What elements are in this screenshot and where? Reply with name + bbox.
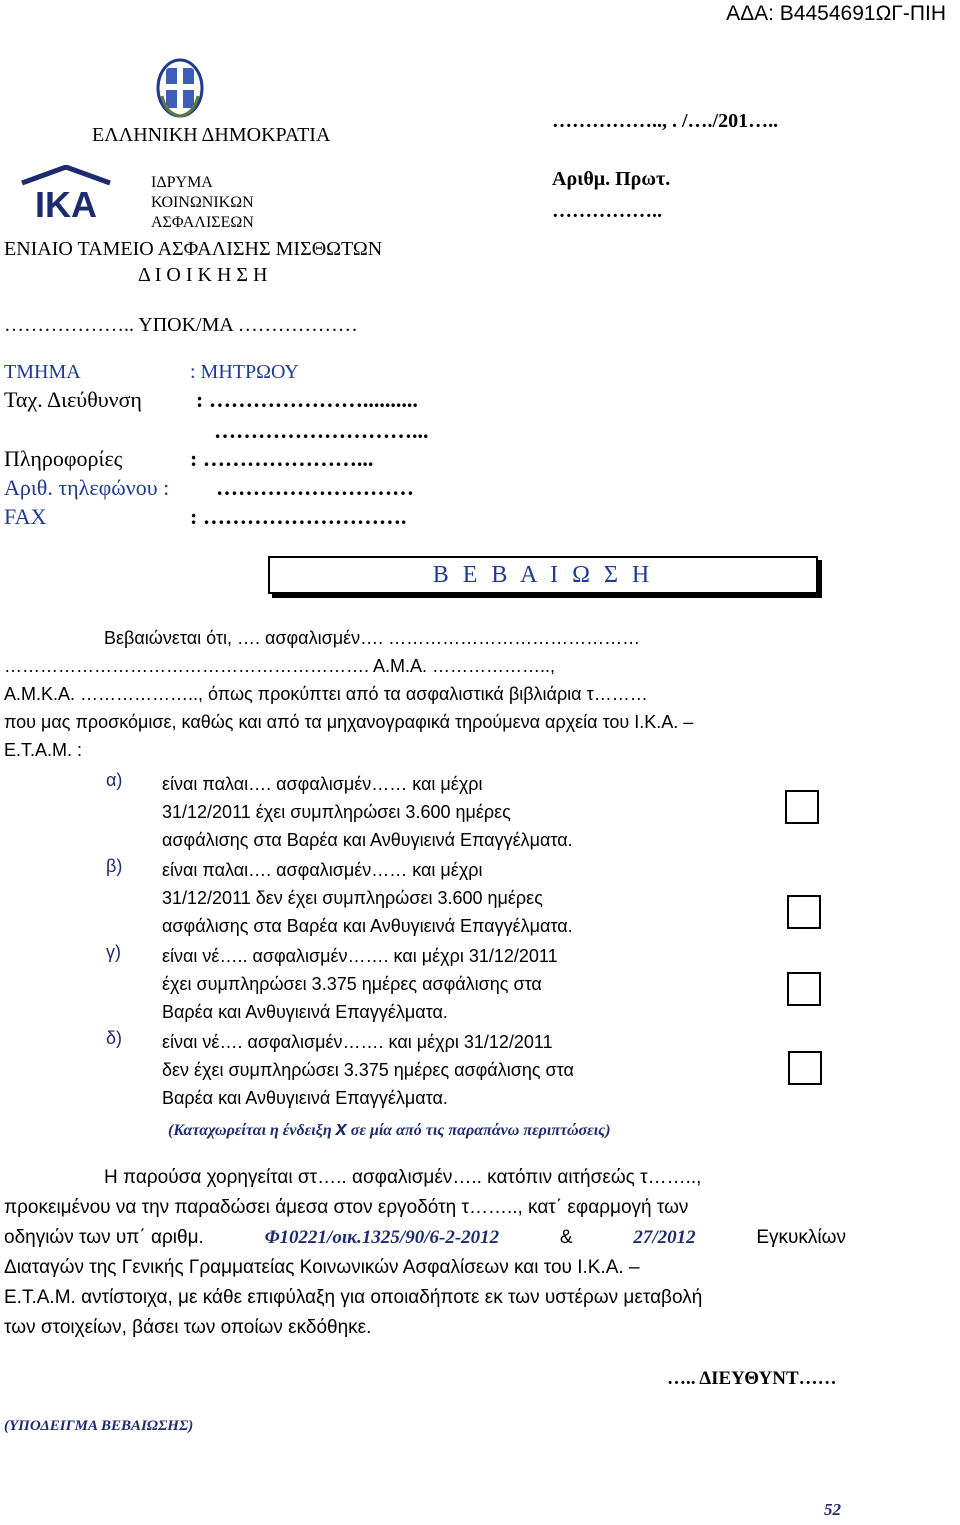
addr-cont: ………………………... bbox=[214, 418, 429, 443]
option-d-text bbox=[162, 1028, 702, 1112]
signature-line: ….. ΔΙΕΥΘΥΝΤ…… bbox=[667, 1368, 837, 1389]
body-line-2: ……………………………………………………. Α.Μ.Α. ……………….., bbox=[4, 656, 556, 676]
option-d-line-3: Βαρέα και Ανθυγιεινά Επαγγέλματα. bbox=[162, 1088, 448, 1108]
circular-number-2: 27/2012 bbox=[633, 1227, 696, 1248]
option-b-line-3: ασφάλισης στα Βαρέα και Ανθυγιεινά Επαγγέλματα. bbox=[162, 916, 573, 936]
note-part-1: (Καταχωρείται η ένδειξη bbox=[168, 1122, 336, 1139]
option-a-label: α) bbox=[106, 770, 123, 790]
ika-line-3: ΑΣΦΑΛΙΣΕΩΝ bbox=[151, 214, 254, 231]
circular-number: Φ10221/οικ.1325/90/6-2-2012 bbox=[264, 1227, 500, 1248]
closing-line-4: Διαταγών της Γενικής Γραμματείας Κοινωνικών Ασφαλίσεων και του Ι.Κ.Α. – bbox=[4, 1257, 640, 1278]
option-c-text bbox=[162, 942, 702, 1026]
ika-logo-icon bbox=[20, 165, 112, 225]
ada-stamp: ΑΔΑ: Β4454691ΩΓ-ΠΙΗ bbox=[726, 2, 946, 25]
fax-value: : ………………………. bbox=[190, 504, 407, 529]
option-c-checkbox[interactable] bbox=[787, 972, 821, 1006]
closing-line-2: προκειμένου να την παραδώσει άμεσα στον εργοδότη τ…….., κατ΄ εφαρμογή των bbox=[4, 1197, 689, 1218]
fax-label: FAX bbox=[4, 504, 47, 529]
option-a-line-3: ασφάλισης στα Βαρέα και Ανθυγιεινά Επαγγέλματα. bbox=[162, 830, 573, 850]
body-line-3: Α.Μ.Κ.Α. ……………….., όπως προκύπτει από τα ασφαλιστικά βιβλιάρια τ……… bbox=[4, 684, 648, 704]
option-b-line-2: 31/12/2011 δεν έχει συμπληρώσει 3.600 ημέρες bbox=[162, 888, 543, 908]
prot-label: Αριθμ. Πρωτ. bbox=[552, 168, 671, 190]
ika-line-1: ΙΔΡΥΜΑ bbox=[151, 174, 213, 191]
option-a-checkbox[interactable] bbox=[785, 790, 819, 824]
closing-line-5: Ε.Τ.Α.Μ. αντίστοιχα, με κάθε επιφύλαξη για οποιαδήποτε εκ των υστέρων μεταβολή bbox=[4, 1287, 703, 1308]
option-c-line-3: Βαρέα και Ανθυγιεινά Επαγγέλματα. bbox=[162, 1002, 448, 1022]
option-c-line-2: έχει συμπληρώσει 3.375 ημέρες ασφάλισης στα bbox=[162, 974, 542, 994]
option-c-label: γ) bbox=[106, 942, 121, 962]
option-a-text bbox=[162, 770, 702, 854]
option-d-line-2: δεν έχει συμπληρώσει 3.375 ημέρες ασφάλισης στα bbox=[162, 1060, 574, 1080]
info-value: : …………………... bbox=[190, 446, 374, 471]
instruction-note bbox=[168, 1118, 611, 1141]
prot-value: …………….. bbox=[552, 200, 662, 222]
page-number: 52 bbox=[824, 1500, 841, 1519]
option-c-line-1: είναι νέ….. ασφαλισμέν……. και μέχρι 31/12/2011 bbox=[162, 946, 558, 966]
option-b-checkbox[interactable] bbox=[787, 895, 821, 929]
option-d-line-1: είναι νέ…. ασφαλισμέν……. και μέχρι 31/12/2011 bbox=[162, 1032, 553, 1052]
republic-title: ΕΛΛΗΝΙΚΗ ΔΗΜΟΚΡΑΤΙΑ bbox=[92, 124, 331, 146]
phone-label: Αριθ. τηλεφώνου : bbox=[4, 475, 170, 500]
option-d-checkbox[interactable] bbox=[788, 1051, 822, 1085]
body-line-1: Βεβαιώνεται ότι, …. ασφαλισμέν…. …………………………………… bbox=[104, 628, 641, 648]
phone-value: ……………………… bbox=[216, 475, 414, 500]
addr-label: Ταχ. Διεύθυνση bbox=[4, 387, 142, 412]
addr-value: : ………………….......... bbox=[196, 387, 418, 412]
document-title: Β Ε Β Α Ι Ω Σ Η bbox=[268, 556, 818, 594]
closing-line-6: των στοιχείων, βάσει των οποίων εκδόθηκε. bbox=[4, 1317, 372, 1338]
closing-line-3 bbox=[4, 1227, 846, 1249]
ika-logo-text: IKA bbox=[35, 184, 97, 225]
option-d-label: δ) bbox=[106, 1028, 123, 1048]
ika-line-2: ΚΟΙΝΩΝΙΚΩΝ bbox=[151, 194, 254, 211]
dept-value: : ΜΗΤΡΩΟΥ bbox=[190, 361, 299, 383]
note-part-2: σε μία από τις παραπάνω περιπτώσεις) bbox=[346, 1122, 611, 1139]
closing-line-3-a: οδηγιών των υπ΄ αριθμ. bbox=[4, 1227, 204, 1248]
body-line-5: Ε.Τ.Α.Μ. : bbox=[4, 740, 83, 760]
option-a-line-2: 31/12/2011 έχει συμπληρώσει 3.600 ημέρες bbox=[162, 802, 511, 822]
closing-line-3-e: Εγκυκλίων bbox=[756, 1227, 846, 1248]
option-b-line-1: είναι παλαι…. ασφαλισμέν…… και μέχρι bbox=[162, 860, 483, 880]
date-line: …………….., . /…./201….. bbox=[552, 110, 779, 132]
info-label: Πληροφορίες bbox=[4, 446, 123, 471]
body-line-4: που μας προσκόμισε, καθώς και από τα μηχανογραφικά τηρούμενα αρχεία του Ι.Κ.Α. – bbox=[4, 712, 694, 732]
option-b-text bbox=[162, 856, 702, 940]
option-a-line-1: είναι παλαι…. ασφαλισμέν…… και μέχρι bbox=[162, 774, 483, 794]
ika-name bbox=[151, 173, 254, 233]
option-b-label: β) bbox=[106, 856, 123, 876]
closing-line-3-amp: & bbox=[559, 1227, 573, 1248]
closing-line-1: Η παρούσα χορηγείται στ….. ασφαλισμέν….. κατόπιν αιτήσεώς τ…….., bbox=[104, 1167, 702, 1188]
greek-emblem-icon bbox=[156, 58, 204, 118]
dept-label: ΤΜΗΜΑ bbox=[4, 361, 81, 383]
fund-name: ΕΝΙΑΙΟ ΤΑΜΕΙΟ ΑΣΦΑΛΙΣΗΣ ΜΙΣΘΩΤΩΝ bbox=[4, 238, 383, 260]
ypok-line: ……………….. ΥΠΟΚ/ΜΑ ……………… bbox=[4, 314, 358, 336]
sample-label: (ΥΠΟΔΕΙΓΜΑ ΒΕΒΑΙΩΣΗΣ) bbox=[4, 1418, 194, 1434]
administration-label: Δ Ι Ο Ι Κ Η Σ Η bbox=[138, 264, 268, 286]
note-x-mark: x bbox=[335, 1118, 347, 1140]
